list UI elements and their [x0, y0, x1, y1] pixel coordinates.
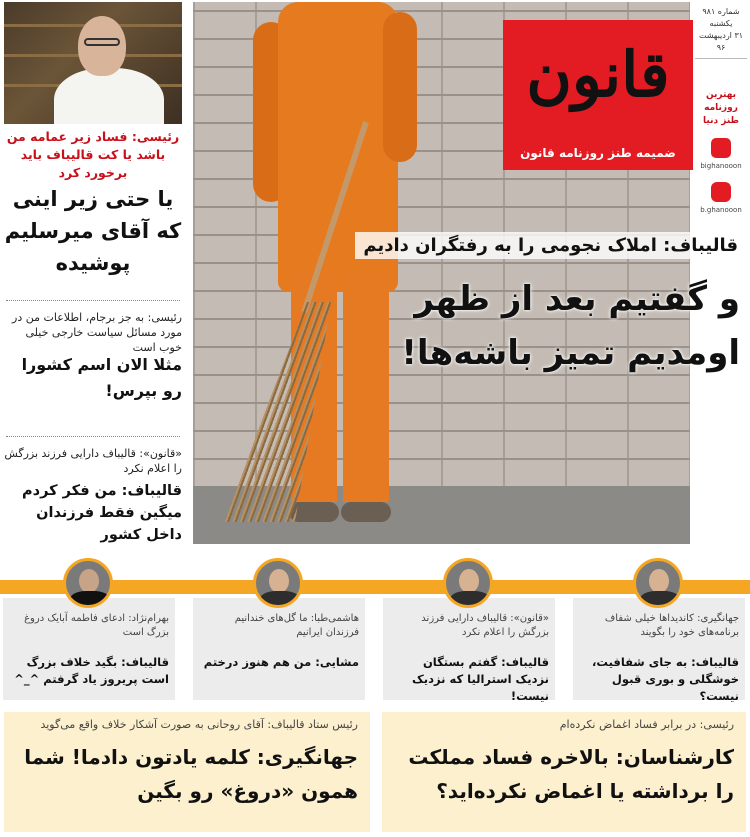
issue-number: شماره ۹۸۱ [702, 7, 740, 16]
card-answer: قالیباف: بگید خلاف بزرگ است پریروز یاد گرفتم ^_^ [14, 655, 169, 686]
quote-card [383, 598, 555, 703]
left-headline: یا حتی زیر اینی که آقای میرسلیم پوشیده [4, 187, 182, 275]
bottom-left-title: جهانگیری: کلمه یادتون دادما! شما همون «دروغ» رو بگین [24, 745, 358, 803]
avatar [63, 558, 113, 608]
telegram-icon[interactable] [711, 138, 731, 158]
card-answer: مشایی: من هم هنوز درختم [203, 655, 359, 669]
card-answer: قالیباف: گفتم بستگان نزدیک استرالیا که نزدیک نیست! [412, 655, 549, 703]
bottom-box-left [4, 712, 370, 832]
avatar [633, 558, 683, 608]
card-quote: بهرام‌نژاد: ادعای فاطمه آبایک دروغ بزرگ است [24, 613, 169, 638]
card-answer: قالیباف: به جای شفافیت، خوشگلی و بوری قبول نیست؟ [592, 655, 739, 703]
card-quote: هاشمی‌طبا: ما گل‌های خندانیم فرزندان ایرانیم [234, 613, 359, 638]
portrait-photo [4, 2, 182, 124]
telegram-handle[interactable]: bighanooon [700, 162, 742, 170]
quote-card [3, 598, 175, 700]
left-quote-setup: رئیسی: به جز برجام، اطلاعات من در مورد مسائل سیاست خارجی خیلی خوب است [12, 311, 182, 354]
issue-day: یکشنبه [709, 19, 733, 28]
avatar [443, 558, 493, 608]
logo-tagline: ضمیمه طنز روزنامه قانون [520, 146, 676, 160]
issue-date: ۳۱ اردیبهشت ۹۶ [698, 31, 744, 52]
avatar [253, 558, 303, 608]
left-quote-punchline: مثلا الان اسم کشورا رو بپرس! [21, 355, 182, 400]
divider [6, 436, 180, 437]
instagram-icon[interactable] [711, 182, 731, 202]
bottom-right-kicker: رئیسی: در برابر فساد اغماض نکرده‌ام [559, 718, 734, 731]
main-headline: و گفتیم بعد از ظهر اومدیم تمیز باشه‌ها! [401, 279, 740, 373]
left-quote2-punchline: قالیباف: من فکر کردم میگین فقط فرزندان داخل کشور [22, 483, 182, 543]
card-quote: جهانگیری: کاندیداها خیلی شفاف برنامه‌های خود را بگویند [604, 613, 739, 638]
instagram-handle[interactable]: b.ghanooon [700, 206, 742, 214]
quote-card [193, 598, 365, 700]
logo-text: قانون [526, 38, 670, 111]
bottom-box-right [382, 712, 746, 832]
masthead-logo[interactable] [503, 20, 693, 170]
sub-headline: قالیباف: املاک نجومی را به رفتگران دادیم [355, 232, 746, 259]
masthead-info [695, 6, 747, 216]
divider [6, 300, 180, 301]
quote-card [573, 598, 745, 703]
bottom-right-title: کارشناسان: بالاخره فساد مملکت را برداشته یا اغماض نکرده‌اید؟ [408, 745, 734, 803]
masthead-slogan: بهترین روزنامه طنز دنیا [703, 90, 739, 126]
bottom-left-kicker: رئیس ستاد قالیباف: آقای روحانی به صورت آشکار خلاف واقع می‌گوید [40, 718, 358, 731]
portrait-caption: رئیسی: فساد زیر عمامه من باشد یا کت قالیباف باید برخورد کرد [6, 129, 180, 180]
left-quote2-setup: «قانون»: قالیباف دارایی فرزند بزرگش را اعلام نکرد [4, 447, 182, 475]
left-column [0, 0, 186, 560]
card-quote: «قانون»: قالیباف دارایی فرزند بزرگش را اعلام نکرد [421, 613, 549, 638]
